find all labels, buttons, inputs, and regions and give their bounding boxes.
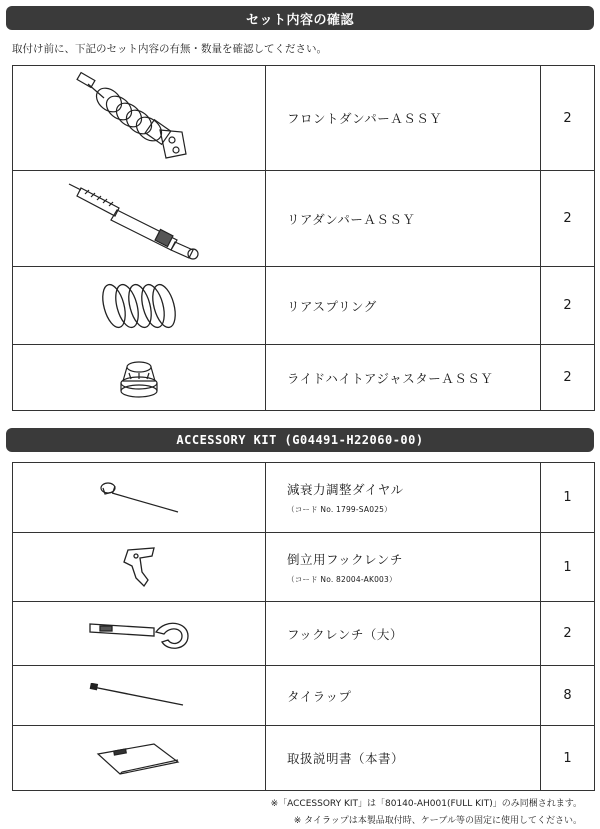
coilover-front-damper-icon bbox=[64, 68, 214, 168]
item-image-cell bbox=[13, 602, 266, 666]
item-qty: 2 bbox=[563, 298, 572, 313]
item-image-cell bbox=[13, 66, 266, 171]
item-qty-cell bbox=[541, 463, 595, 533]
accessory-kit-title: ACCESSORY KIT (G04491-H22060-00) bbox=[176, 433, 424, 447]
item-code: （コード No. 1799-SA025） bbox=[287, 505, 392, 514]
item-name: フロントダンパーＡＳＳＹ bbox=[287, 111, 443, 126]
item-qty-cell bbox=[541, 66, 595, 171]
item-image-cell bbox=[13, 463, 266, 533]
table-row bbox=[13, 463, 595, 533]
item-qty-cell bbox=[541, 666, 595, 726]
item-name-cell bbox=[266, 666, 541, 726]
item-name: リアスプリング bbox=[287, 298, 377, 314]
table-row bbox=[13, 171, 595, 267]
item-image-cell bbox=[13, 171, 266, 267]
table-row bbox=[13, 602, 595, 666]
rear-damper-icon bbox=[59, 174, 219, 264]
item-qty: 2 bbox=[563, 626, 572, 641]
table-row bbox=[13, 66, 595, 171]
item-qty: 1 bbox=[563, 750, 572, 766]
item-qty: 2 bbox=[563, 370, 572, 385]
item-qty: 1 bbox=[563, 490, 572, 505]
manual-icon bbox=[94, 740, 184, 776]
intro-text: 取付け前に、下記のセット内容の有無・数量を確認してください。 bbox=[12, 43, 327, 55]
item-image-cell bbox=[13, 267, 266, 345]
table-row bbox=[13, 533, 595, 602]
item-name: ライドハイトアジャスターＡＳＳＹ bbox=[287, 370, 494, 386]
table-row bbox=[13, 726, 595, 791]
item-name: 倒立用フックレンチ bbox=[287, 551, 403, 567]
item-qty-cell bbox=[541, 267, 595, 345]
item-name-cell bbox=[266, 267, 541, 345]
footnote: ※「ACCESSORY KIT」は「80140-AH001(FULL KIT)」のみ同梱されます。 bbox=[270, 799, 582, 809]
item-name-cell bbox=[266, 345, 541, 411]
item-qty: 1 bbox=[563, 559, 572, 575]
item-image-cell bbox=[13, 533, 266, 602]
item-name-cell bbox=[266, 171, 541, 267]
item-name-cell bbox=[266, 463, 541, 533]
coil-spring-icon bbox=[94, 276, 184, 336]
item-qty-cell bbox=[541, 533, 595, 602]
damping-adjust-dial-icon bbox=[94, 478, 184, 518]
item-image-cell bbox=[13, 726, 266, 791]
table-row bbox=[13, 267, 595, 345]
table-row bbox=[13, 345, 595, 411]
item-qty: 8 bbox=[563, 688, 572, 703]
accessory-kit-banner bbox=[6, 428, 594, 452]
item-name-cell bbox=[266, 602, 541, 666]
item-qty: 2 bbox=[563, 211, 572, 226]
item-name: 減衰力調整ダイヤル bbox=[287, 482, 404, 497]
item-image-cell bbox=[13, 666, 266, 726]
item-qty-cell bbox=[541, 171, 595, 267]
set-contents-table bbox=[12, 65, 595, 411]
cable-tie-icon bbox=[89, 683, 189, 709]
item-name: フックレンチ（大） bbox=[287, 626, 403, 642]
ride-height-adjuster-icon bbox=[109, 353, 169, 403]
hook-wrench-large-icon bbox=[84, 614, 194, 654]
set-contents-banner bbox=[6, 6, 594, 30]
hook-wrench-small-icon bbox=[114, 544, 164, 590]
item-name-cell bbox=[266, 66, 541, 171]
item-name-cell bbox=[266, 533, 541, 602]
item-qty-cell bbox=[541, 345, 595, 411]
item-code: （コード No. 82004-AK003） bbox=[287, 574, 397, 584]
set-contents-title: セット内容の確認 bbox=[245, 12, 354, 28]
item-name: 取扱説明書（本書） bbox=[287, 751, 405, 766]
accessory-kit-table bbox=[12, 462, 595, 791]
item-qty-cell bbox=[541, 602, 595, 666]
footnote: ※ タイラップは本製品取付時、ケーブル等の固定に使用してください。 bbox=[293, 816, 582, 826]
item-name: タイラップ bbox=[287, 688, 352, 704]
item-qty: 2 bbox=[563, 110, 572, 126]
table-row bbox=[13, 666, 595, 726]
item-name-cell bbox=[266, 726, 541, 791]
item-qty-cell bbox=[541, 726, 595, 791]
item-image-cell bbox=[13, 345, 266, 411]
item-name: リアダンパーＡＳＳＹ bbox=[287, 211, 416, 227]
